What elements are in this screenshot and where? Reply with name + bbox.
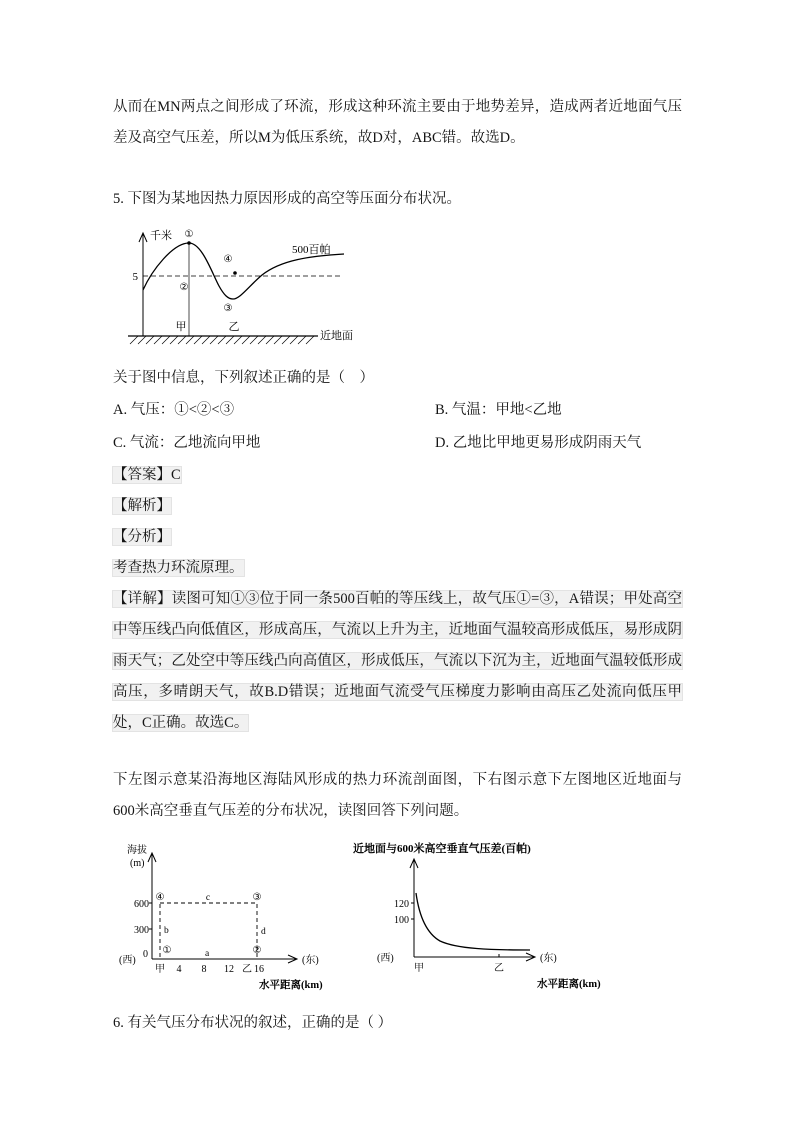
x-label-yi: 乙 [242,964,252,975]
ground-label: 近地面 [320,330,353,342]
y-axis-label-haiba: 海拔 [127,845,147,856]
chart-title: 近地面与600米高空垂直气压差(百帕) [353,843,531,855]
point-1-dot [187,241,191,245]
x-tick-16: 16 [254,964,264,975]
q5-question-line: 关于图中信息，下列叙述正确的是（ ） [113,370,374,386]
q5-option-a: A. 气压：①<②<③ [113,402,235,418]
x-label-yi: 乙 [494,963,504,974]
point-3-label: ③ [223,303,233,314]
side-d-label: d [261,927,266,937]
east-label: (东) [540,953,557,964]
question-5-stem: 5. 下图为某地因热力原因形成的高空等压面分布状况。 [113,191,461,207]
location-jia-label: 甲 [175,321,187,333]
y-axis-unit-m: (m) [130,858,145,869]
corner-4-label: ④ [155,892,165,903]
q6-intro: 下左图示意某沿海地区海陆风形成的热力环流剖面图，下右图示意下左图地区近地面与600米高空垂直气压差的分布状况，读图回答下列问题。 [113,772,682,819]
y-tick-100: 100 [394,915,409,926]
y-axis-label: 千米 [150,230,172,242]
y-tick-600: 600 [134,899,149,910]
q5-xiangjie: 【详解】读图可知①③位于同一条500百帕的等压线上，故气压①=③，A错误；甲处高空中等压线凸向低值区，形成高压，气流以上升为主，近地面气温较高形成低压，易形成阴雨天气；乙处空中等压线凸向高值区，形成低压，气流以下沉为主，近地面气温较低形成高压，多晴朗天气，故B.D错误；近地面气流受气压梯度力影响由高压乙处流向低压甲处，C正确。故选C。 [113,591,682,731]
q6-left-chart [113,839,345,994]
q5-option-d: D. 乙地比甲地更易形成阴雨天气 [435,435,642,451]
pressure-difference-curve [416,893,530,950]
q6-figures [113,839,682,994]
q5-option-b: B. 气温：甲地<乙地 [435,402,562,418]
point-4-dot [233,271,237,275]
side-c-label: c [205,893,211,903]
q5-fenxi-text: 考查热力环流原理。 [113,560,244,576]
corner-2-label: ② [252,945,262,956]
west-label: (西) [119,955,136,966]
q5-fenxi-header: 【分析】 [113,529,171,545]
y-tick-120: 120 [394,899,409,910]
location-yi-label: 乙 [228,321,240,333]
question-6-stem: 6. 有关气压分布状况的叙述，正确的是（ ） [113,1015,393,1031]
y-tick-0: 0 [143,949,148,960]
point-2-label: ② [179,282,189,293]
y-tick-5: 5 [132,271,138,283]
y-tick-300: 300 [134,925,149,936]
pressure-difference-chart [347,839,667,994]
q5-jiexi-header: 【解析】 [113,498,171,514]
ground-hatching [130,336,314,344]
x-tick-4: 4 [176,964,182,975]
corner-1-label: ① [162,945,172,956]
west-label: (西) [377,953,394,964]
x-tick-8: 8 [201,964,207,975]
circulation-section-chart [113,839,345,994]
side-b-label: b [164,926,169,936]
x-axis-label: 水平距离(km) [259,980,323,991]
point-1-label: ① [184,229,194,240]
q5-figure-isobar [128,225,682,349]
side-a-label: a [205,949,210,959]
corner-3-label: ③ [252,892,262,903]
q5-options [113,394,682,460]
east-label: (东) [302,955,319,966]
x-axis-label: 水平距离(km) [537,979,601,990]
q5-answer: 【答案】C [113,467,181,483]
answer-paragraph-previous: 从而在MN两点之间形成了环流，形成这种环流主要由于地势差异，造成两者近地面气压差及高空气压差，所以M为低压系统，故D对，ABC错。故选D。 [113,99,682,146]
point-4-label: ④ [223,254,233,265]
isobar-diagram [128,225,363,349]
q6-right-chart [347,839,667,994]
x-label-jia: 甲 [414,963,424,974]
q5-option-c: C. 气流：乙地流向甲地 [113,435,261,451]
x-label-jia: 甲 [155,964,165,975]
isobar-value-label: 500百帕 [292,244,331,256]
x-tick-12: 12 [224,964,234,975]
